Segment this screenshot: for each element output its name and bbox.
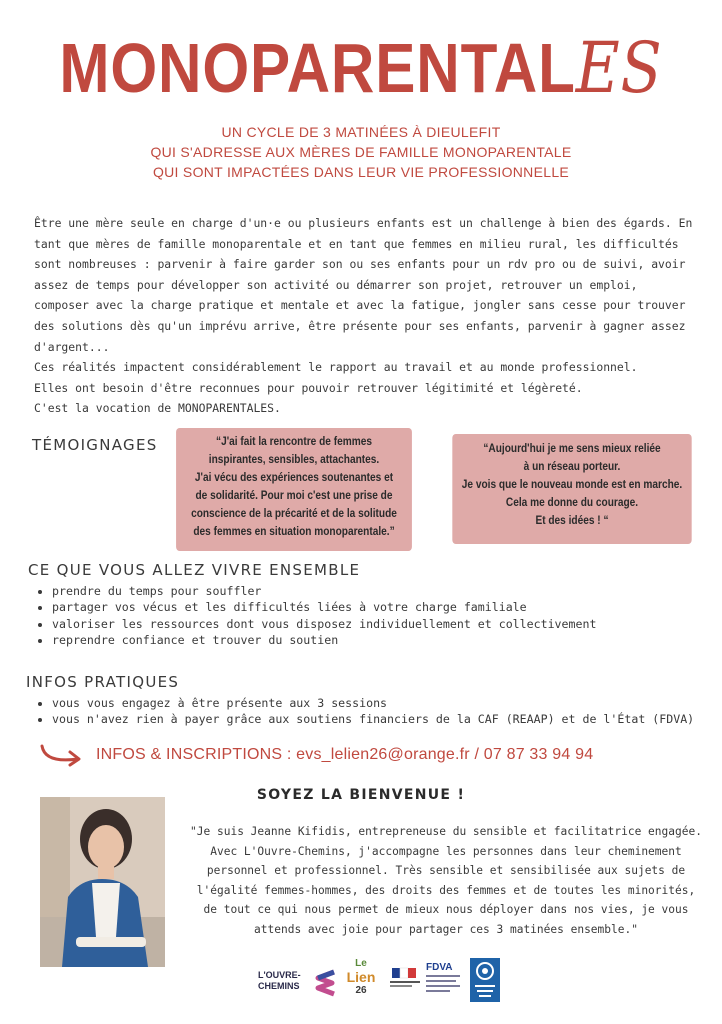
quote-line: J'ai vécu des expériences soutenantes et [194, 472, 394, 484]
quote-line: “Aujourd'hui je me sens mieux reliée [483, 443, 661, 455]
logo-text: Lien [346, 969, 376, 985]
infos-list [32, 695, 722, 728]
experience-list [32, 583, 712, 649]
bio-line: attends avec joie pour partager ces 3 matinées ensemble." [254, 922, 638, 936]
logo-text: Le [355, 958, 367, 969]
infos-heading: INFOS PRATIQUES [26, 673, 180, 691]
quote-line: à un réseau porteur. [523, 461, 621, 473]
quote-line: Et des idées ! “ [535, 515, 609, 527]
testimonials-heading: TÉMOIGNAGES [32, 436, 158, 454]
bio-text [176, 822, 716, 939]
bio-line: "Je suis Jeanne Kifidis, entrepreneuse du sensible et facilitatrice engagée. [190, 825, 702, 838]
list-item: • valoriser les ressources dont vous disposez individuellement et collectivement [52, 616, 712, 632]
quote-line: Je vois que le nouveau monde est en marche. [461, 479, 683, 491]
list-item: • reprendre confiance et trouver du soutien [52, 632, 712, 648]
subtitle-line: UN CYCLE DE 3 MATINÉES À DIEULEFIT [221, 124, 501, 140]
welcome-heading: SOYEZ LA BIENVENUE ! [256, 787, 466, 803]
logo-republique-francaise [388, 966, 422, 990]
contact-info: INFOS & INSCRIPTIONS : evs_lelien26@orange.fr / 07 87 33 94 94 [96, 746, 594, 763]
list-item: • prendre du temps pour souffler [52, 583, 712, 599]
list-item: • partager vos vécus et les difficultés liées à votre charge familiale [52, 599, 712, 615]
arrow-right-icon [38, 738, 84, 768]
logo-text: CHEMINS [258, 981, 300, 991]
title-es-script: ES [575, 27, 663, 109]
bio-line: de tout ce qui nous permet de mieux nous déployer dans nos vies, je vous [203, 903, 689, 916]
logo-text: L'OUVRE- [258, 970, 301, 980]
quote-line: inspirantes, sensibles, attachantes. [208, 454, 380, 466]
logo-ouvre-chemins [258, 966, 348, 1006]
list-item: • vous n'avez rien à payer grâce aux soutiens financiers de la CAF (REAAP) et de l'État (FDVA) [52, 711, 722, 727]
logo-text: FDVA [426, 962, 453, 973]
logo-caf [470, 958, 500, 1002]
logo-le-lien-26 [340, 958, 382, 1008]
testimonial-quote-2 [452, 434, 691, 544]
logo-text: 26 [355, 985, 367, 996]
experience-heading: CE QUE VOUS ALLEZ VIVRE ENSEMBLE [28, 561, 361, 579]
page-title [51, 28, 672, 108]
quote-line: de solidarité. Pour moi c'est une prise de [195, 490, 393, 502]
intro-text [34, 213, 694, 419]
subtitle-line: QUI S'ADRESSE AUX MÈRES DE FAMILLE MONOPARENTALE [150, 144, 572, 160]
fdva-caption-lines [426, 973, 466, 999]
quote-line: des femmes en situation monoparentale.” [193, 526, 395, 538]
quote-line: conscience de la précarité et de la solitude [191, 508, 397, 520]
list-item: • vous vous engagez à être présente aux 3 sessions [52, 695, 722, 711]
bio-line: l'égalité femmes-hommes, des droits des femmes et de toutes les minorités, [196, 883, 696, 897]
logo-fdva [426, 962, 466, 1004]
portrait-photo [40, 797, 165, 967]
intro-paragraph: Être une mère seule en charge d'un·e ou plusieurs enfants est un challenge à bien des égards. En tant que mères de famille monoparentale et en tant que femmes en milieu rural, les difficultés sont nombreuses : parvenir à faire garder son ou ses enfants pour un rdv pro ou de suivi, avoir assez de temps pour développer son activité ou démarrer son projet, retrouver un emploi, composer avec la charge pratique et mentale et avec la fatigue, jongler sans cesse pour trouver des solutions dès qu'un imprévu arrive, être présente pour ses enfants, parvenir à gagner assez d'argent... [34, 216, 693, 354]
quote-line: “J'ai fait la rencontre de femmes [216, 436, 372, 448]
subtitle [0, 122, 722, 182]
quote-line: Cela me donne du courage. [505, 497, 639, 509]
bio-line: Avec L'Ouvre-Chemins, j'accompagne les personnes dans leur cheminement [210, 844, 682, 858]
intro-paragraph: Elles ont besoin d'être reconnues pour pouvoir retrouver légitimité et légèreté. [34, 380, 583, 395]
intro-paragraph: C'est la vocation de MONOPARENTALES. [34, 401, 281, 416]
title-main: MONOPARENTAL [59, 29, 576, 107]
testimonial-quote-1 [176, 428, 412, 551]
subtitle-line: QUI SONT IMPACTÉES DANS LEUR VIE PROFESSIONNELLE [152, 164, 570, 180]
bio-line: personnel et professionnel. Très sensible et sensibilisée aux sujets de [206, 864, 686, 877]
intro-paragraph: Ces réalités impactent considérablement le rapport au travail et au monde professionnel. [34, 360, 638, 375]
ouvre-chemins-mark-icon [312, 968, 338, 998]
